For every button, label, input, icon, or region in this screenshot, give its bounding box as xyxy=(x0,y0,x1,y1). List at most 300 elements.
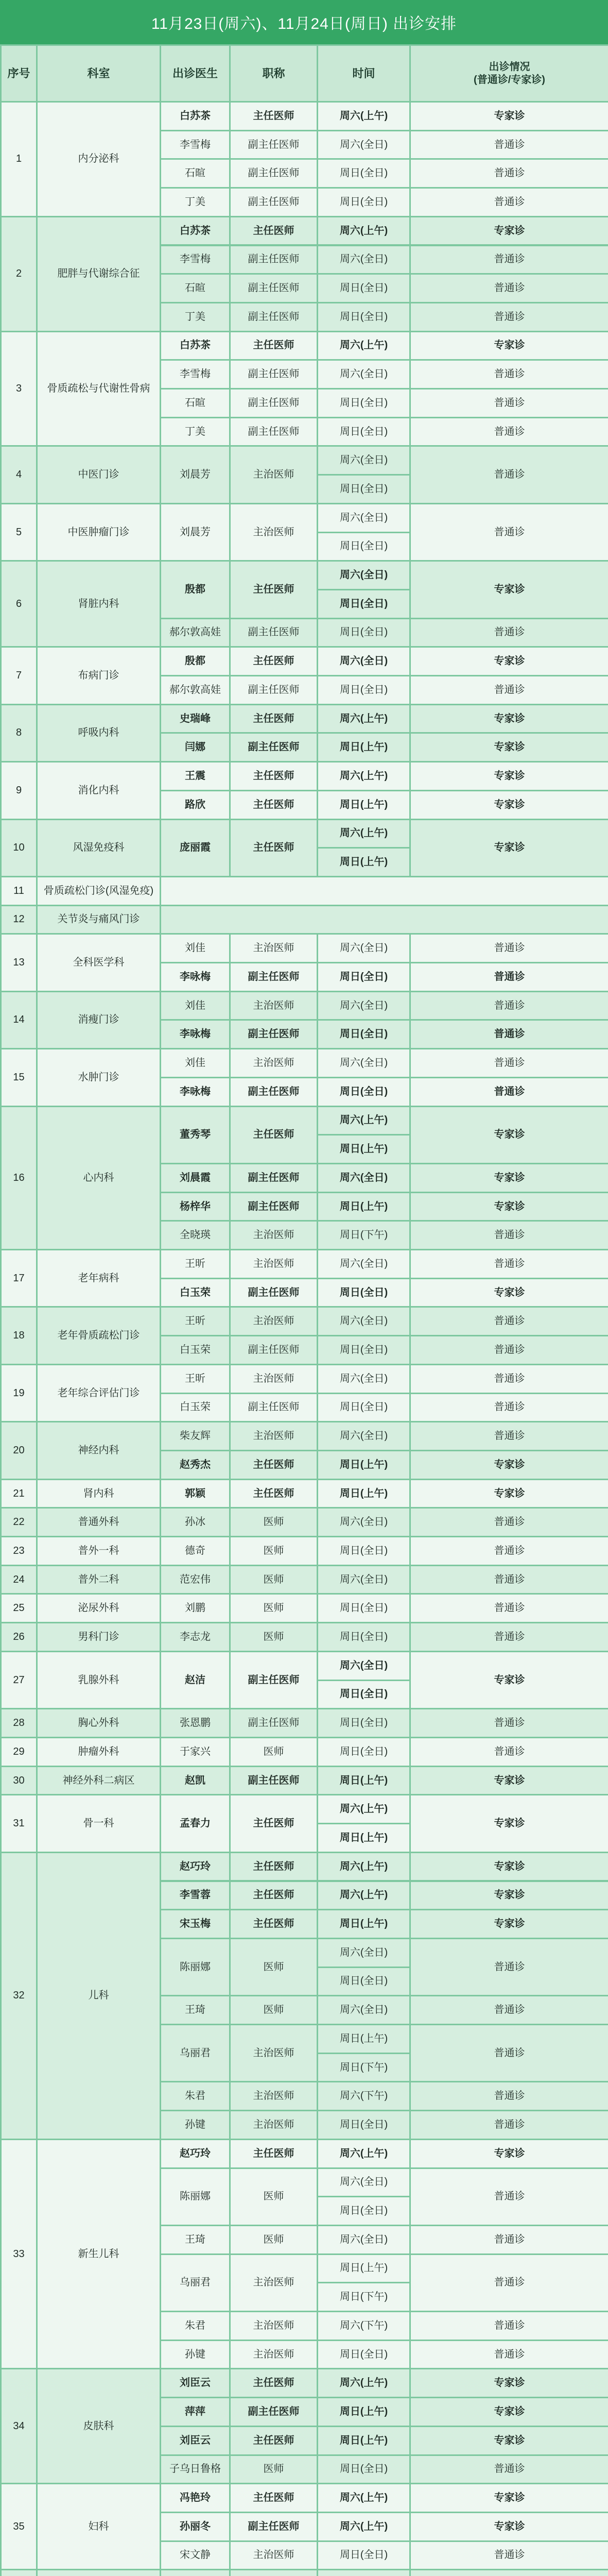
doctor-name xyxy=(161,2570,229,2576)
department-name: 布病门诊 xyxy=(38,648,160,703)
clinic-type: 专家诊 xyxy=(411,1767,608,1794)
department-name: 妇科 xyxy=(38,2484,160,2569)
department-name: 儿科 xyxy=(38,1853,160,2139)
doctor-name: 王琦 xyxy=(161,2226,229,2253)
row-number: 11 xyxy=(2,877,36,905)
clinic-type: 普通诊 xyxy=(411,246,608,274)
clinic-type: 普通诊 xyxy=(411,1738,608,1766)
clinic-type: 普通诊 xyxy=(411,1939,608,1995)
department-name: 中医肿瘤门诊 xyxy=(38,504,160,560)
department-name: 神经内科 xyxy=(38,1422,160,1478)
clinic-time: 周日(全日) xyxy=(318,2111,409,2139)
clinic-time: 周日(全日) xyxy=(318,1738,409,1766)
clinic-type: 专家诊 xyxy=(411,332,608,360)
doctor-title: 副主任医师 xyxy=(231,676,317,704)
clinic-type: 普通诊 xyxy=(411,275,608,302)
doctor-name: 石暄 xyxy=(161,275,229,302)
doctor-title: 主治医师 xyxy=(231,2312,317,2340)
clinic-time: 周日(全日) xyxy=(318,275,409,302)
doctor-name: 李雪梅 xyxy=(161,361,229,388)
row-number: 14 xyxy=(2,992,36,1048)
doctor-title: 副主任医师 xyxy=(231,1394,317,1421)
doctor-title: 医师 xyxy=(231,1537,317,1565)
clinic-time: 周日(上午) xyxy=(318,2255,409,2282)
clinic-type: 普通诊 xyxy=(411,2226,608,2253)
doctor-name: 张恩鹏 xyxy=(161,1709,229,1737)
doctor-title: 主治医师 xyxy=(231,504,317,560)
clinic-type: 普通诊 xyxy=(411,1709,608,1737)
row-number: 35 xyxy=(2,2484,36,2569)
clinic-time: 周日(全日) xyxy=(318,418,409,446)
clinic-type: 专家诊 xyxy=(411,2398,608,2426)
doctor-name: 李雪梅 xyxy=(161,246,229,274)
doctor-title: 医师 xyxy=(231,2456,317,2483)
doctor-title: 副主任医师 xyxy=(231,160,317,187)
column-header: 出诊情况 (普通诊/专家诊) xyxy=(411,46,608,101)
clinic-type: 普通诊 xyxy=(411,504,608,560)
doctor-name: 赵巧玲 xyxy=(161,1853,229,1880)
clinic-time: 周六(全日) xyxy=(318,562,409,589)
doctor-title: 副主任医师 xyxy=(231,2398,317,2426)
clinic-time: 周日(下午) xyxy=(318,1222,409,1249)
clinic-type: 专家诊 xyxy=(411,762,608,790)
doctor-name: 丁美 xyxy=(161,418,229,446)
clinic-time: 周日(全日) xyxy=(318,476,409,503)
doctor-name: 殷都 xyxy=(161,648,229,675)
doctor-title: 医师 xyxy=(231,2169,317,2225)
clinic-type: 普通诊 xyxy=(411,1365,608,1393)
clinic-time: 周日(全日) xyxy=(318,1681,409,1708)
doctor-name: 柴友辉 xyxy=(161,1422,229,1450)
clinic-type: 专家诊 xyxy=(411,1451,608,1479)
clinic-type: 普通诊 xyxy=(411,676,608,704)
doctor-title: 主治医师 xyxy=(231,2025,317,2081)
doctor-title: 主治医师 xyxy=(231,935,317,962)
department-name: 消化内科 xyxy=(38,762,160,818)
row-number: 18 xyxy=(2,1308,36,1363)
doctor-name: 殷都 xyxy=(161,562,229,617)
clinic-time: 周六(上午) xyxy=(318,1795,409,1823)
doctor-name: 范宏伟 xyxy=(161,1566,229,1594)
row-number xyxy=(2,2570,36,2576)
doctor-title: 主任医师 xyxy=(231,820,317,876)
clinic-time: 周日(全日) xyxy=(318,2456,409,2483)
row-number: 19 xyxy=(2,1365,36,1421)
clinic-type: 普通诊 xyxy=(411,303,608,331)
doctor-name: 白玉荣 xyxy=(161,1394,229,1421)
clinic-time: 周日(上午) xyxy=(318,734,409,761)
merged-cell xyxy=(161,906,608,934)
doctor-name: 李咏梅 xyxy=(161,1078,229,1106)
clinic-type: 普通诊 xyxy=(411,1595,608,1622)
department-name: 神经外科二病区 xyxy=(38,1767,160,1794)
department-name: 普通外科 xyxy=(38,1509,160,1536)
row-number: 2 xyxy=(2,217,36,331)
doctor-title: 副主任医师 xyxy=(231,418,317,446)
doctor-title: 主任医师 xyxy=(231,1451,317,1479)
clinic-time: 周六(全日) xyxy=(318,2169,409,2196)
clinic-time: 周六(全日) xyxy=(318,1365,409,1393)
clinic-type: 专家诊 xyxy=(411,2427,608,2454)
department-name: 普外一科 xyxy=(38,1537,160,1565)
clinic-time: 周六(全日) xyxy=(318,361,409,388)
department-name: 肾内科 xyxy=(38,1480,160,1507)
clinic-time: 周日(下午) xyxy=(318,2054,409,2081)
doctor-title: 主治医师 xyxy=(231,1365,317,1393)
clinic-type xyxy=(411,2570,608,2576)
row-number: 12 xyxy=(2,906,36,934)
department-name: 男科门诊 xyxy=(38,1623,160,1651)
row-number: 3 xyxy=(2,332,36,446)
doctor-title: 主任医师 xyxy=(231,648,317,675)
row-number: 33 xyxy=(2,2140,36,2368)
doctor-name: 于家兴 xyxy=(161,1738,229,1766)
clinic-type: 普通诊 xyxy=(411,1049,608,1077)
clinic-type: 专家诊 xyxy=(411,1193,608,1221)
department-name: 全科医学科 xyxy=(38,935,160,990)
doctor-title: 主任医师 xyxy=(231,2140,317,2167)
row-number: 1 xyxy=(2,103,36,216)
clinic-time: 周六(上午) xyxy=(318,820,409,848)
department-name: 内分泌科 xyxy=(38,103,160,216)
row-number: 24 xyxy=(2,1566,36,1594)
doctor-name: 郝尔敦高娃 xyxy=(161,676,229,704)
clinic-time: 周六(上午) xyxy=(318,705,409,733)
clinic-time: 周日(全日) xyxy=(318,1537,409,1565)
clinic-type: 普通诊 xyxy=(411,418,608,446)
clinic-time: 周六(上午) xyxy=(318,1107,409,1134)
clinic-type: 普通诊 xyxy=(411,2025,608,2081)
doctor-name: 刘臣云 xyxy=(161,2427,229,2454)
clinic-type: 专家诊 xyxy=(411,1279,608,1307)
department-name: 泌尿外科 xyxy=(38,1595,160,1622)
clinic-type: 普通诊 xyxy=(411,2542,608,2569)
column-header: 时间 xyxy=(318,46,409,101)
doctor-title: 主任医师 xyxy=(231,791,317,819)
row-number: 32 xyxy=(2,1853,36,2139)
doctor-title: 主任医师 xyxy=(231,1107,317,1163)
clinic-type: 普通诊 xyxy=(411,2312,608,2340)
clinic-time: 周日(全日) xyxy=(318,963,409,991)
row-number: 7 xyxy=(2,648,36,703)
clinic-type: 普通诊 xyxy=(411,1394,608,1421)
clinic-type: 普通诊 xyxy=(411,1509,608,1536)
department-name: 水肿门诊 xyxy=(38,1049,160,1105)
clinic-time: 周日(上午) xyxy=(318,2025,409,2053)
clinic-time: 周日(全日) xyxy=(318,2197,409,2225)
doctor-title: 主治医师 xyxy=(231,1422,317,1450)
doctor-title: 医师 xyxy=(231,1939,317,1995)
doctor-name: 乌丽君 xyxy=(161,2255,229,2311)
clinic-time: 周日(上午) xyxy=(318,791,409,819)
clinic-time: 周日(全日) xyxy=(318,1078,409,1106)
department-name: 老年骨质疏松门诊 xyxy=(38,1308,160,1363)
department-name: 普外二科 xyxy=(38,1566,160,1594)
doctor-name: 王昕 xyxy=(161,1250,229,1278)
clinic-time: 周六(上午) xyxy=(318,332,409,360)
department-name: 乳腺外科 xyxy=(38,1652,160,1708)
clinic-time: 周日(全日) xyxy=(318,1021,409,1048)
clinic-time: 周六(全日) xyxy=(318,935,409,962)
doctor-title: 主治医师 xyxy=(231,992,317,1020)
clinic-time: 周日(上午) xyxy=(318,849,409,876)
clinic-type: 专家诊 xyxy=(411,734,608,761)
doctor-title: 医师 xyxy=(231,1996,317,2024)
doctor-name: 朱君 xyxy=(161,2082,229,2110)
clinic-time: 周日(全日) xyxy=(318,676,409,704)
doctor-title: 主任医师 xyxy=(231,2369,317,2397)
doctor-name: 庞丽霞 xyxy=(161,820,229,876)
doctor-title: 医师 xyxy=(231,1595,317,1622)
doctor-name: 石暄 xyxy=(161,389,229,417)
doctor-title: 主任医师 xyxy=(231,562,317,617)
clinic-time: 周日(全日) xyxy=(318,2341,409,2368)
clinic-time: 周日(全日) xyxy=(318,2542,409,2569)
clinic-time: 周六(全日) xyxy=(318,1996,409,2024)
doctor-title: 主任医师 xyxy=(231,217,317,245)
doctor-title: 副主任医师 xyxy=(231,275,317,302)
clinic-time: 周日(上午) xyxy=(318,1480,409,1507)
doctor-title: 副主任医师 xyxy=(231,361,317,388)
column-header: 职称 xyxy=(231,46,317,101)
doctor-name: 丁美 xyxy=(161,303,229,331)
clinic-time: 周六(上午) xyxy=(318,1882,409,1909)
row-number: 23 xyxy=(2,1537,36,1565)
clinic-time: 周日(全日) xyxy=(318,1336,409,1364)
column-header: 科室 xyxy=(38,46,160,101)
clinic-time: 周日(全日) xyxy=(318,189,409,216)
doctor-name: 刘晨芳 xyxy=(161,504,229,560)
doctor-title: 副主任医师 xyxy=(231,1336,317,1364)
department-name: 风湿免疫科 xyxy=(38,820,160,876)
doctor-title: 主任医师 xyxy=(231,705,317,733)
doctor-title: 主任医师 xyxy=(231,1882,317,1909)
clinic-time: 周日(上午) xyxy=(318,1824,409,1852)
department-name: 骨质疏松门诊(风湿免疫) xyxy=(38,877,160,905)
doctor-title: 主治医师 xyxy=(231,1250,317,1278)
doctor-name: 石暄 xyxy=(161,160,229,187)
doctor-name: 白苏茶 xyxy=(161,103,229,130)
row-number: 25 xyxy=(2,1595,36,1622)
doctor-name: 王琦 xyxy=(161,1996,229,2024)
clinic-type: 普通诊 xyxy=(411,2456,608,2483)
clinic-type: 专家诊 xyxy=(411,1652,608,1708)
doctor-title: 副主任医师 xyxy=(231,1193,317,1221)
row-number: 21 xyxy=(2,1480,36,1507)
doctor-name: 白苏茶 xyxy=(161,217,229,245)
doctor-name: 李雪蓉 xyxy=(161,1882,229,1909)
doctor-name: 朱君 xyxy=(161,2312,229,2340)
clinic-type: 普通诊 xyxy=(411,389,608,417)
row-number: 26 xyxy=(2,1623,36,1651)
department-name: 骨一科 xyxy=(38,1795,160,1851)
clinic-time xyxy=(318,2570,409,2576)
doctor-name: 郭颖 xyxy=(161,1480,229,1507)
doctor-title: 副主任医师 xyxy=(231,189,317,216)
clinic-time: 周日(全日) xyxy=(318,303,409,331)
clinic-type: 专家诊 xyxy=(411,2369,608,2397)
clinic-time: 周六(上午) xyxy=(318,103,409,130)
doctor-name: 全晓瑛 xyxy=(161,1222,229,1249)
doctor-title: 主任医师 xyxy=(231,1795,317,1851)
doctor-title: 副主任医师 xyxy=(231,303,317,331)
doctor-title: 医师 xyxy=(231,1509,317,1536)
clinic-time: 周日(上午) xyxy=(318,1451,409,1479)
doctor-title: 医师 xyxy=(231,1623,317,1651)
row-number: 10 xyxy=(2,820,36,876)
clinic-type: 专家诊 xyxy=(411,2484,608,2512)
clinic-type: 专家诊 xyxy=(411,1164,608,1192)
column-header: 出诊医生 xyxy=(161,46,229,101)
clinic-type: 普通诊 xyxy=(411,1566,608,1594)
row-number: 29 xyxy=(2,1738,36,1766)
doctor-name: 杨梓华 xyxy=(161,1193,229,1221)
doctor-name: 孙键 xyxy=(161,2341,229,2368)
clinic-type: 普通诊 xyxy=(411,935,608,962)
clinic-time: 周六(上午) xyxy=(318,2484,409,2512)
clinic-type: 专家诊 xyxy=(411,820,608,876)
clinic-type: 普通诊 xyxy=(411,160,608,187)
row-number: 13 xyxy=(2,935,36,990)
row-number: 31 xyxy=(2,1795,36,1851)
clinic-time: 周日(全日) xyxy=(318,619,409,647)
doctor-name: 陈丽娜 xyxy=(161,2169,229,2225)
clinic-time: 周六(上午) xyxy=(318,2369,409,2397)
department-name: 胸心外科 xyxy=(38,1709,160,1737)
department-name: 骨质疏松与代谢性骨病 xyxy=(38,332,160,446)
row-number: 15 xyxy=(2,1049,36,1105)
doctor-name: 李雪梅 xyxy=(161,131,229,159)
row-number: 9 xyxy=(2,762,36,818)
clinic-time: 周六(全日) xyxy=(318,2226,409,2253)
doctor-title xyxy=(231,2570,317,2576)
department-name: 中医门诊 xyxy=(38,447,160,502)
doctor-title: 主治医师 xyxy=(231,2255,317,2311)
row-number: 17 xyxy=(2,1250,36,1306)
clinic-type: 专家诊 xyxy=(411,2140,608,2167)
doctor-title: 副主任医师 xyxy=(231,1164,317,1192)
row-number: 20 xyxy=(2,1422,36,1478)
clinic-time: 周日(下午) xyxy=(318,2283,409,2311)
clinic-type: 普通诊 xyxy=(411,1308,608,1335)
department-name: 皮肤科 xyxy=(38,2369,160,2483)
doctor-name: 白玉荣 xyxy=(161,1336,229,1364)
doctor-title: 副主任医师 xyxy=(231,1021,317,1048)
clinic-type: 普通诊 xyxy=(411,619,608,647)
doctor-title: 副主任医师 xyxy=(231,131,317,159)
clinic-type: 专家诊 xyxy=(411,2513,608,2540)
doctor-name: 李咏梅 xyxy=(161,1021,229,1048)
doctor-title: 副主任医师 xyxy=(231,734,317,761)
clinic-type: 专家诊 xyxy=(411,705,608,733)
doctor-title: 主治医师 xyxy=(231,2082,317,2110)
doctor-title: 副主任医师 xyxy=(231,1078,317,1106)
doctor-name: 李咏梅 xyxy=(161,963,229,991)
doctor-title: 主任医师 xyxy=(231,1853,317,1880)
row-number: 8 xyxy=(2,705,36,761)
doctor-title: 副主任医师 xyxy=(231,389,317,417)
row-number: 6 xyxy=(2,562,36,646)
doctor-name: 宋玉梅 xyxy=(161,1910,229,1938)
doctor-name: 赵洁 xyxy=(161,1652,229,1708)
clinic-type: 普通诊 xyxy=(411,447,608,502)
doctor-name: 丁美 xyxy=(161,189,229,216)
schedule-table xyxy=(0,44,608,2576)
department-name: 老年综合评估门诊 xyxy=(38,1365,160,1421)
doctor-title: 主任医师 xyxy=(231,762,317,790)
clinic-type: 普通诊 xyxy=(411,2255,608,2311)
clinic-time: 周六(全日) xyxy=(318,246,409,274)
clinic-time: 周日(全日) xyxy=(318,1279,409,1307)
clinic-time: 周日(全日) xyxy=(318,1968,409,1995)
row-number: 34 xyxy=(2,2369,36,2483)
clinic-type: 普通诊 xyxy=(411,361,608,388)
department-name: 老年病科 xyxy=(38,1250,160,1306)
clinic-type: 专家诊 xyxy=(411,1853,608,1880)
clinic-type: 普通诊 xyxy=(411,1623,608,1651)
clinic-time: 周日(全日) xyxy=(318,1623,409,1651)
doctor-title: 主治医师 xyxy=(231,1049,317,1077)
clinic-time: 周六(全日) xyxy=(318,1422,409,1450)
clinic-time: 周日(全日) xyxy=(318,533,409,561)
doctor-title: 主任医师 xyxy=(231,103,317,130)
clinic-time: 周六(下午) xyxy=(318,2312,409,2340)
clinic-type: 普通诊 xyxy=(411,2341,608,2368)
clinic-time: 周日(上午) xyxy=(318,1136,409,1163)
doctor-name: 德奇 xyxy=(161,1537,229,1565)
doctor-name: 董秀琴 xyxy=(161,1107,229,1163)
doctor-title: 副主任医师 xyxy=(231,1279,317,1307)
doctor-name: 刘臣云 xyxy=(161,2369,229,2397)
doctor-title: 主任医师 xyxy=(231,2427,317,2454)
clinic-type: 专家诊 xyxy=(411,1882,608,1909)
clinic-type: 普通诊 xyxy=(411,1222,608,1249)
doctor-title: 副主任医师 xyxy=(231,1767,317,1794)
clinic-time: 周日(全日) xyxy=(318,389,409,417)
clinic-time: 周六(全日) xyxy=(318,1250,409,1278)
doctor-name: 孙冰 xyxy=(161,1509,229,1536)
doctor-title: 副主任医师 xyxy=(231,2513,317,2540)
doctor-title: 主任医师 xyxy=(231,2484,317,2512)
doctor-title: 主治医师 xyxy=(231,2542,317,2569)
department-name: 新生儿科 xyxy=(38,2140,160,2368)
clinic-type: 普通诊 xyxy=(411,131,608,159)
row-number: 30 xyxy=(2,1767,36,1794)
clinic-type: 普通诊 xyxy=(411,189,608,216)
row-number: 16 xyxy=(2,1107,36,1249)
clinic-time: 周六(全日) xyxy=(318,447,409,474)
clinic-type: 专家诊 xyxy=(411,1910,608,1938)
doctor-name: 刘晨霞 xyxy=(161,1164,229,1192)
clinic-time: 周六(上午) xyxy=(318,2140,409,2167)
clinic-time: 周六(全日) xyxy=(318,1509,409,1536)
clinic-time: 周六(全日) xyxy=(318,1308,409,1335)
clinic-type: 普通诊 xyxy=(411,1250,608,1278)
doctor-title: 副主任医师 xyxy=(231,1709,317,1737)
clinic-time: 周六(下午) xyxy=(318,2082,409,2110)
clinic-time: 周六(全日) xyxy=(318,1164,409,1192)
doctor-name: 郝尔敦高娃 xyxy=(161,619,229,647)
doctor-title: 主任医师 xyxy=(231,332,317,360)
clinic-type: 专家诊 xyxy=(411,791,608,819)
clinic-type: 普通诊 xyxy=(411,992,608,1020)
clinic-type: 专家诊 xyxy=(411,103,608,130)
doctor-name: 赵巧玲 xyxy=(161,2140,229,2167)
clinic-time: 周六(全日) xyxy=(318,131,409,159)
clinic-time: 周六(上午) xyxy=(318,1853,409,1880)
doctor-name: 白苏茶 xyxy=(161,332,229,360)
doctor-title: 主治医师 xyxy=(231,1308,317,1335)
